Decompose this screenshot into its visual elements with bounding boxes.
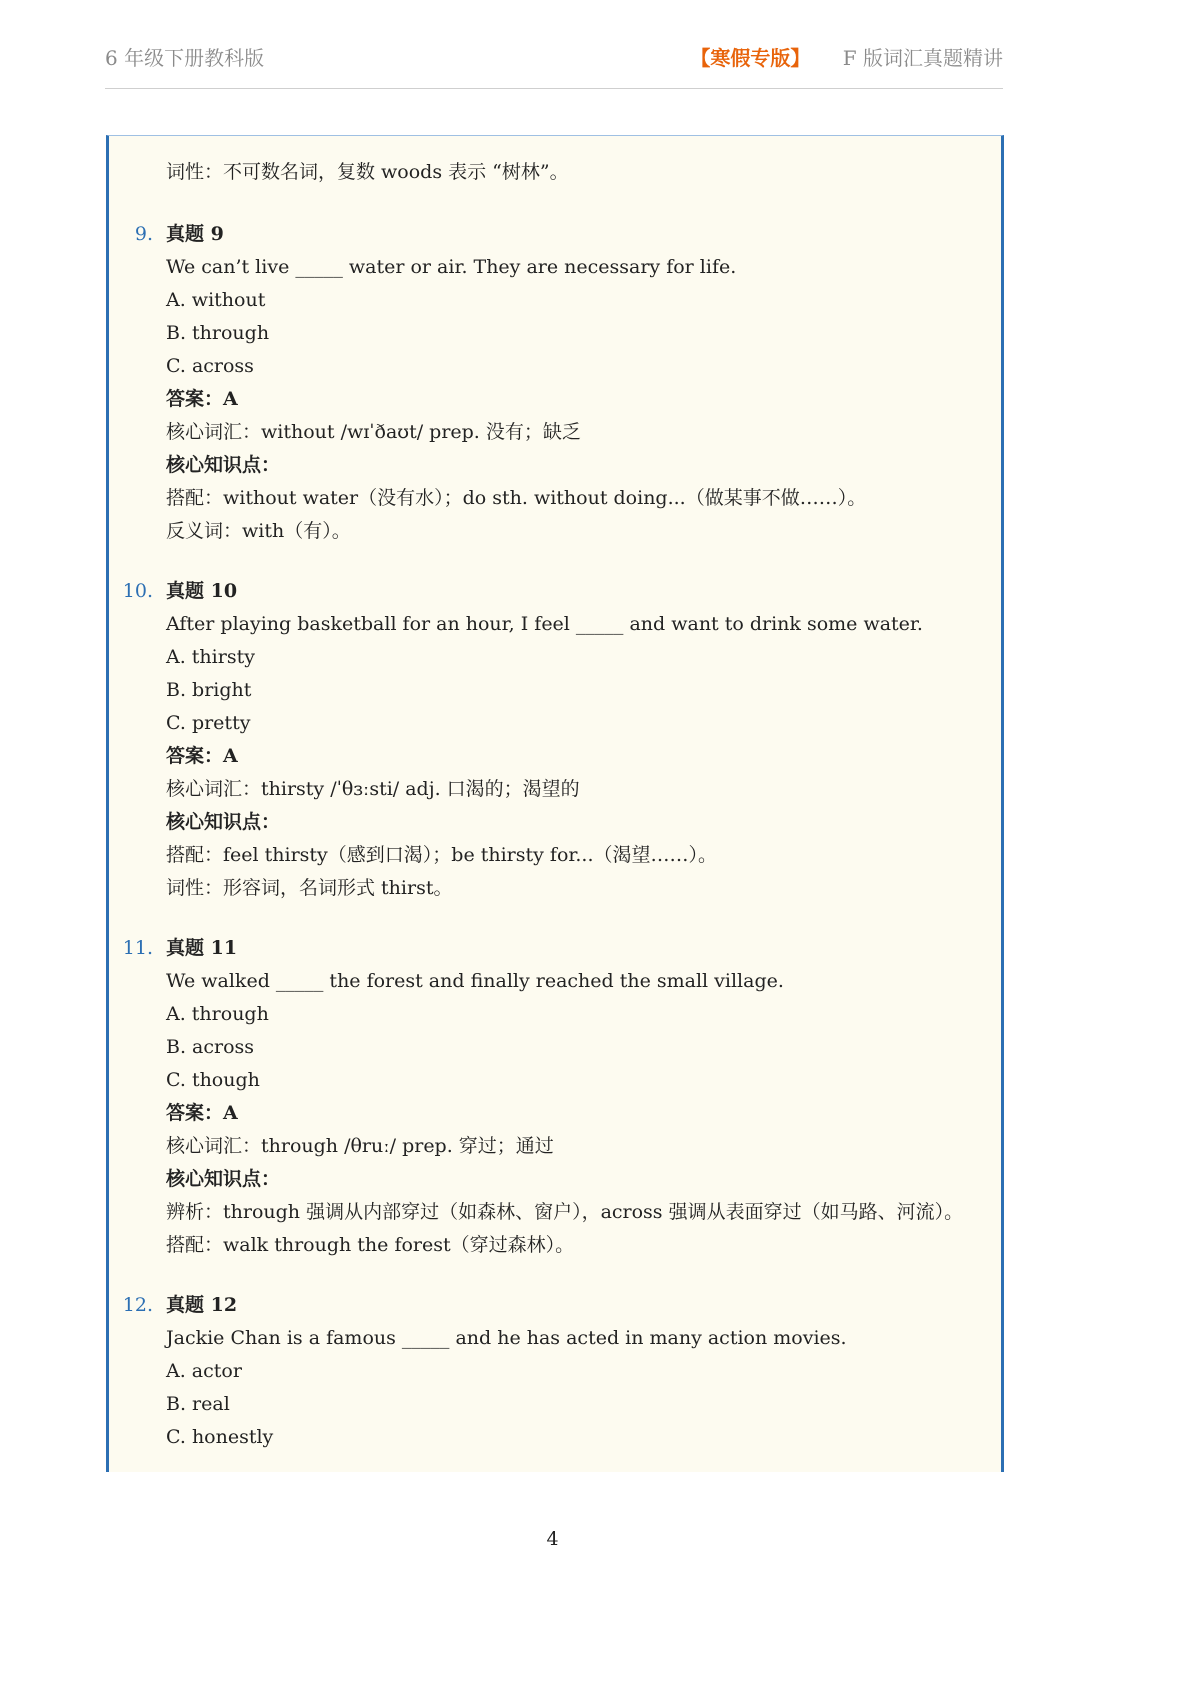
question-stem: After playing basketball for an hour, I feel _____ and want to drink some water. (166, 613, 923, 635)
option-b: B. real (166, 1393, 230, 1415)
question-number: 10. (122, 580, 153, 602)
knowledge-label: 核心知识点： (166, 811, 281, 833)
question-number: 12. (122, 1294, 153, 1316)
option-b: B. through (166, 322, 270, 344)
question-title: 真题 12 (166, 1294, 238, 1316)
answer: 答案：A (166, 388, 238, 410)
core-vocab: 核心词汇：through /θruː/ prep. 穿过；通过 (166, 1135, 554, 1157)
option-b: B. bright (166, 679, 252, 701)
option-c: C. honestly (166, 1426, 274, 1448)
content-panel (106, 135, 1004, 1472)
header-divider (105, 88, 1003, 89)
core-vocab: 核心词汇：thirsty /ˈθɜːsti/ adj. 口渴的；渴望的 (166, 778, 580, 800)
header-right (690, 42, 1003, 71)
book-title: F 版词汇真题精讲 (842, 46, 1003, 70)
note: 搭配：feel thirsty（感到口渴）；be thirsty for...（渴望……）。 (166, 844, 718, 866)
option-a: A. actor (166, 1360, 242, 1382)
grade-label: 6 年级下册教科版 (105, 46, 265, 70)
question-title: 真题 11 (166, 937, 238, 959)
option-c: C. pretty (166, 712, 251, 734)
question-stem: We walked _____ the forest and finally reached the small village. (166, 970, 784, 992)
question-stem: Jackie Chan is a famous _____ and he has acted in many action movies. (166, 1327, 847, 1349)
page-number: 4 (546, 1528, 559, 1550)
note: 搭配：walk through the forest（穿过森林）。 (166, 1234, 575, 1256)
option-c: C. though (166, 1069, 260, 1091)
question-number: 9. (134, 223, 153, 245)
edition-label: 【寒假专版】 (690, 46, 811, 70)
page-header (105, 42, 1003, 72)
option-a: A. thirsty (166, 646, 255, 668)
knowledge-label: 核心知识点： (166, 1168, 281, 1190)
question-title: 真题 10 (166, 580, 238, 602)
question-number: 11. (122, 937, 153, 959)
core-vocab: 核心词汇：without /wɪˈðaʊt/ prep. 没有；缺乏 (166, 421, 581, 443)
question-title: 真题 9 (166, 223, 224, 245)
knowledge-label: 核心知识点： (166, 454, 281, 476)
note: 词性：形容词，名词形式 thirst。 (166, 877, 453, 899)
note: 搭配：without water（没有水）；do sth. without doing...（做某事不做……）。 (166, 487, 867, 509)
option-a: A. without (166, 289, 266, 311)
intro-line: 词性：不可数名词，复数 woods 表示 “树林”。 (166, 161, 569, 183)
option-b: B. across (166, 1036, 255, 1058)
answer: 答案：A (166, 745, 238, 767)
option-c: C. across (166, 355, 254, 377)
note: 反义词：with（有）。 (166, 520, 351, 542)
option-a: A. through (166, 1003, 269, 1025)
question-stem: We can’t live _____ water or air. They are necessary for life. (166, 256, 737, 278)
answer: 答案：A (166, 1102, 238, 1124)
note: 辨析：through 强调从内部穿过（如森林、窗户），across 强调从表面穿过（如马路、河流）。 (166, 1201, 964, 1223)
